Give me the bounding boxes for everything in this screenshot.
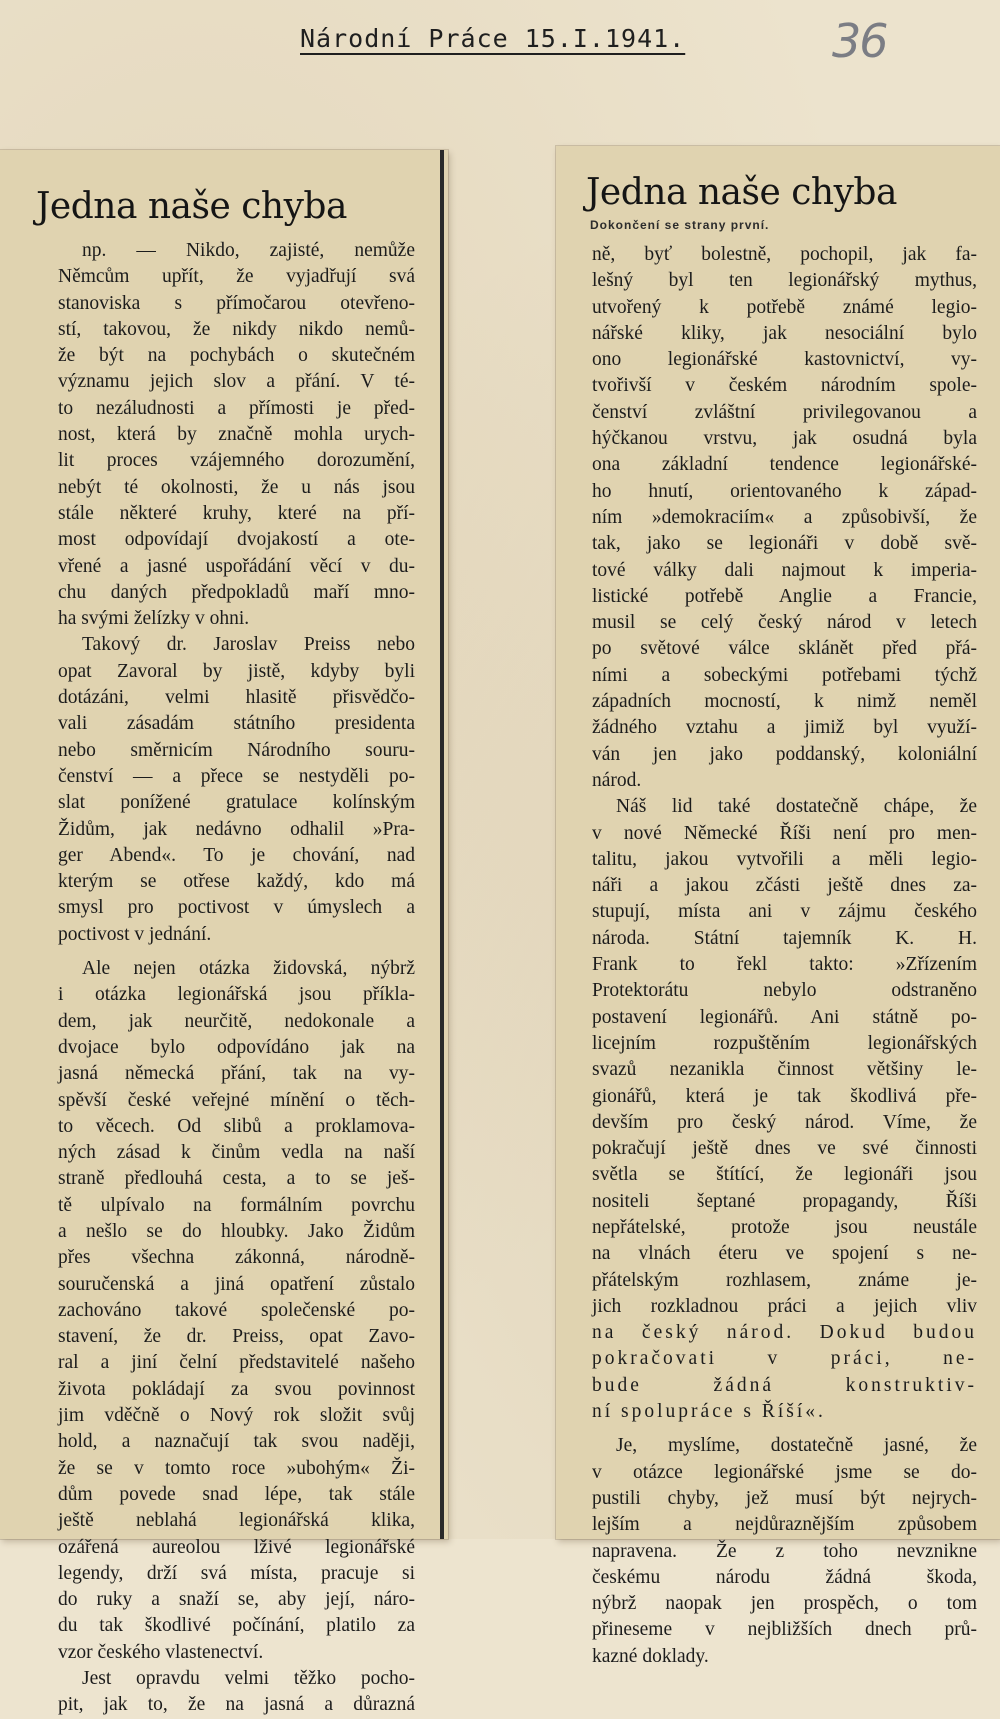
article-line: nositeli šeptané propagandy, Říši — [592, 1190, 977, 1212]
article-line: spěvší české veřejné mínění o těch- — [58, 1089, 415, 1111]
article-line: ním »demokraciím« a způsobivší, že — [592, 506, 977, 528]
article-line: souručenská a jiná opatření zůstalo — [58, 1273, 415, 1295]
continuation-note: Dokončení se strany první. — [590, 218, 770, 232]
article-line: tak, jako se legionáři v době svě- — [592, 533, 977, 555]
article-line: ozářená aureolou lživé legionářské — [58, 1536, 415, 1558]
article-line: nebýt té okolnosti, že u nás jsou — [58, 476, 415, 498]
article-line: poctivost v jednání. — [58, 923, 212, 945]
article-line: na vlnách éteru ve spojení s ne- — [592, 1243, 977, 1265]
article-line: stavení, že dr. Preiss, opat Zavo- — [58, 1326, 415, 1348]
article-line: stále některé kruhy, které na pří- — [58, 502, 415, 524]
article-line: národa. Státní tajemník K. H. — [592, 927, 977, 949]
article-line: utvořený k potřebě známé legio- — [592, 296, 977, 318]
article-line: bude žádná konstruktiv- — [592, 1374, 977, 1396]
article-line: chu daných předpokladů maří mno- — [58, 581, 415, 603]
article-line: pit, jak to, že na jasná a důrazná — [58, 1694, 415, 1716]
left-headline: Jedna naše chyba — [36, 186, 347, 227]
article-line: dvojace bylo odpovídáno jak na — [58, 1036, 415, 1058]
article-line: že se v tomto roce »ubohým« Ži- — [58, 1457, 415, 1479]
article-line: vali zásadám státního presidenta — [58, 713, 415, 735]
article-line: v nové Německé Říši není pro men- — [592, 822, 977, 844]
article-line: pokračovati v práci, ne- — [592, 1348, 977, 1370]
article-line: ono legionářské kastovnictví, vy- — [592, 349, 977, 371]
article-line: ral a jiní čelní představitelé našeho — [58, 1352, 415, 1374]
article-line: po světové válce sklánět před přá- — [592, 638, 977, 660]
article-line: Je, myslíme, dostatečně jasné, že — [616, 1435, 977, 1457]
article-line: západních mocností, k nimž neměl — [592, 691, 977, 713]
article-line: smysl pro poctivost v úmyslech a — [58, 897, 415, 919]
article-line: Náš lid také dostatečně chápe, že — [616, 796, 977, 818]
article-line: pustili chyby, jež musí být nejrych- — [592, 1487, 977, 1509]
article-line: kazné doklady. — [592, 1645, 709, 1667]
article-line: života pokládají za svou povinnost — [58, 1378, 415, 1400]
article-line: kterým se otřese každý, kdo má — [58, 871, 415, 893]
article-line: pokračují ještě dnes ve své činnosti — [592, 1138, 977, 1160]
article-line: gionářů, která je tak škodlivá pře- — [592, 1085, 977, 1107]
article-line: to věcech. Od slibů a proklamova- — [58, 1115, 415, 1137]
article-line: hold, a naznačují tak svou naději, — [58, 1431, 415, 1453]
article-line: svazů nezanikla činnost většiny le- — [592, 1059, 977, 1081]
article-line: legendy, drží svá místa, pracuje si — [58, 1562, 415, 1584]
article-line: ha svými želízky v ohni. — [58, 608, 250, 630]
article-line: v otázce legionářské jsme se do- — [592, 1461, 977, 1483]
article-line: do ruky a snaží se, aby její, náro- — [58, 1589, 415, 1611]
article-line: Jest opravdu velmi těžko pocho- — [82, 1668, 415, 1690]
article-line: českému národu žádná škoda, — [592, 1566, 977, 1588]
article-line: opat Zavoral by jistě, kdyby byli — [58, 660, 415, 682]
handwritten-page-number: 36 — [832, 14, 887, 68]
article-line: Protektorátu nebylo odstraněno — [592, 980, 977, 1002]
left-article-column — [58, 238, 415, 1719]
article-line: talitu, jakou vytvořili a měli legio- — [592, 848, 977, 870]
article-line: Židům, jak nedávno odhalil »Pra- — [58, 818, 415, 840]
article-line: jasná německá přání, tak na vy- — [58, 1063, 415, 1085]
article-line: Němcům upřít, že vyjadřují svá — [58, 266, 415, 288]
article-line: i otázka legionářská jsou příkla- — [58, 984, 415, 1006]
article-line: dotázáni, velmi hlasitě přisvědčo- — [58, 687, 415, 709]
article-line: ní spolupráce s Říší«. — [592, 1401, 826, 1423]
article-line: vzor českého vlastenectví. — [58, 1641, 264, 1663]
article-line: listické potřebě Anglie a Francie, — [592, 585, 977, 607]
article-line: ho hnutí, orientovaného k západ- — [592, 480, 977, 502]
article-line: postavení legionářů. Ani státně po- — [592, 1006, 977, 1028]
article-line: že být na pochybách o skutečném — [58, 345, 415, 367]
article-line: přátelským rozhlasem, známe je- — [592, 1269, 977, 1291]
article-line: ními a sobeckými potřebami týchž — [592, 664, 977, 686]
article-line: licejním rozpuštěním legionářských — [592, 1032, 977, 1054]
article-line: významu jejich slov a přání. V té- — [58, 371, 415, 393]
article-line: napravena. Že z toho nevznikne — [592, 1540, 977, 1562]
article-line: tvořivší v českém národním spole- — [592, 375, 977, 397]
article-line: nepřátelské, protože jsou neustále — [592, 1216, 977, 1238]
article-line: žádného vztahu a jimiž byl využí- — [592, 717, 977, 739]
article-line: čenství — a přece se nestyděli po- — [58, 765, 415, 787]
article-line: ger Abend«. To je chování, nad — [58, 844, 415, 866]
right-headline: Jedna naše chyba — [586, 172, 897, 213]
article-line: stanoviska s přímočarou otevřeno- — [58, 292, 415, 314]
article-line: lit proces vzájemného dorozumění, — [58, 450, 415, 472]
article-line: most odpovídají dvojakostí a ote- — [58, 529, 415, 551]
article-line: lejším a nejdůraznějším způsobem — [592, 1514, 977, 1536]
article-line: du tak škodlivé počínání, platilo za — [58, 1615, 415, 1637]
article-line: světla se štítící, že legionáři jsou — [592, 1164, 977, 1186]
article-line: musil se celý český národ v letech — [592, 612, 977, 634]
article-line: nýbrž naopak jen prospěch, o tom — [592, 1593, 977, 1615]
article-line: čenství zvláštní privilegovanou a — [592, 401, 977, 423]
article-line: to nezáludnosti a přímosti je před- — [58, 397, 415, 419]
article-line: ných zásad k činům vedla na naší — [58, 1142, 415, 1164]
article-line: lešný byl ten legionářský mythus, — [592, 270, 977, 292]
article-line: náři a jakou zčásti ještě dnes za- — [592, 875, 977, 897]
article-line: hýčkanou vrstvu, jak osudná byla — [592, 428, 977, 450]
source-header: Národní Práce 15.I.1941. — [300, 24, 686, 53]
article-line: přineseme v nejbližších dnech prů- — [592, 1619, 977, 1641]
article-line: tě ulpívalo na formálním povrchu — [58, 1194, 415, 1216]
article-line: straně předlouhá cesta, a to se ješ- — [58, 1168, 415, 1190]
article-line: dům povede snad lépe, tak stále — [58, 1483, 415, 1505]
article-line: ván jen jako poddanský, koloniální — [592, 743, 977, 765]
article-line: dem, jak neurčitě, nedokonale a — [58, 1010, 415, 1032]
article-line: Takový dr. Jaroslav Preiss nebo — [82, 634, 415, 656]
article-line: slat ponížené gratulace kolínským — [58, 792, 415, 814]
article-line: na český národ. Dokud budou — [592, 1322, 977, 1344]
article-line: nářské kliky, jak nesociální bylo — [592, 322, 977, 344]
article-line: přes všechna zákonná, národně- — [58, 1247, 415, 1269]
article-line: národ. — [592, 769, 642, 791]
article-line: ještě neblahá legionářská klika, — [58, 1510, 415, 1532]
article-line: stupují, místa ani v zájmu českého — [592, 901, 977, 923]
article-line: stí, takovou, že nikdy nikdo nemů- — [58, 318, 415, 340]
article-line: Frank to řekl takto: »Zřízením — [592, 954, 977, 976]
column-rule — [440, 150, 444, 1539]
article-line: a nešlo se do hloubky. Jako Židům — [58, 1220, 415, 1242]
article-line: zachováno takové společenské po- — [58, 1299, 415, 1321]
article-line: jich rozkladnou práci a jejich vliv — [592, 1295, 977, 1317]
article-line: nebo směrnicím Národního souru- — [58, 739, 415, 761]
article-line: np. — Nikdo, zajisté, nemůže — [82, 240, 415, 261]
article-line: ně, byť bolestně, pochopil, jak fa- — [592, 244, 977, 265]
article-line: devším pro český národ. Víme, že — [592, 1111, 977, 1133]
article-line: tové války dali najmout k imperia- — [592, 559, 977, 581]
article-line: Ale nejen otázka židovská, nýbrž — [82, 958, 415, 980]
article-line: ona základní tendence legionářské- — [592, 454, 977, 476]
article-line: vřené a jasné uspořádání věcí v du- — [58, 555, 415, 577]
article-line: jim vděčně o Nový rok složit svůj — [58, 1405, 415, 1427]
article-line: nost, která by značně mohla urych- — [58, 424, 415, 446]
right-article-column — [592, 242, 977, 1670]
